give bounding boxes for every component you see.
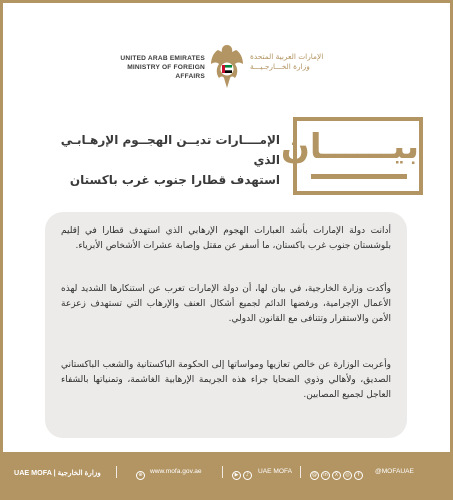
x-icon[interactable]: X [332,471,341,480]
statement-body-card [45,212,407,438]
statement-label: بيــــــان [280,127,419,167]
statement-headline [40,130,280,190]
headline-line-2: استهدف قطارا جنوب غرب باكستان [69,173,280,187]
footer-website-link[interactable]: www.mofa.gov.ae [150,468,202,475]
footer-separator [300,466,301,478]
ministry-en-line-1: UNITED ARAB EMIRATES [120,55,205,62]
footer-video-icons [232,465,254,484]
ministry-name-ar [250,52,340,72]
ministry-ar-line-1: الإمارات العربية المتحدة [250,52,324,61]
statement-label-underline [311,174,407,179]
body-paragraph-1: أدانت دولة الإمارات بأشد العبارات الهجوم الإرهابي الذي استهدف قطارا في إقليم بلوشستان جنوب غرب باكستان، ما أسفر عن مقتل وإصابة عشرات الأشخاص الأبرياء. [61,226,391,252]
footer-brand: UAE MOFA | وزارة الخارجية [14,468,101,477]
tiktok-icon[interactable]: ♪ [243,471,252,480]
globe-icon[interactable]: ⊕ [136,465,147,484]
footer-separator [116,466,117,478]
body-paragraph-3: وأعربت الوزارة عن خالص تعازيها ومواساتها إلى الحكومة الباكستانية والشعب الباكستاني الصديق، ولأهالي وذوي الضحايا جراء هذه الجريمة الإرهابية الغاشمة، وتمنياتها بالشفاء العاجل لجميع المصابين. [61,360,391,401]
footer-handle-mofauae[interactable]: @MOFAUAE [375,468,414,475]
body-paragraph-2: وأكدت وزارة الخارجية، في بيان لها، أن دولة الإمارات تعرب عن استنكارها الشديد لهذه الأعمال الإجرامية، ورفضها الدائم لجميع أشكال العنف والإرهاب التي تستهدف زعزعة الأمن والاستقرار وتتنافى مع القانون الدولي. [61,284,391,325]
ministry-header [0,38,453,108]
ministry-en-line-2: MINISTRY OF FOREIGN AFFAIRS [127,64,205,80]
headline-line-1: الإمــــارات تديــن الهجــوم الإرهـابـي الذي [60,133,280,167]
facebook-icon[interactable]: f [354,471,363,480]
footer-separator [222,466,223,478]
statement-label-box [280,117,423,195]
uae-falcon-emblem-icon [208,42,246,92]
linkedin-icon[interactable]: in [321,471,330,480]
instagram-icon[interactable]: ◎ [343,471,352,480]
footer-handle-uae-mofa[interactable]: UAE MOFA [258,468,293,475]
footer-bar [0,452,453,500]
threads-icon[interactable]: @ [312,472,317,478]
ministry-ar-line-2: وزارة الخـــارجـيـــة [250,62,310,71]
ministry-name-en [100,54,205,81]
youtube-icon[interactable]: ▶ [232,471,241,480]
footer-social-icons [310,465,365,484]
